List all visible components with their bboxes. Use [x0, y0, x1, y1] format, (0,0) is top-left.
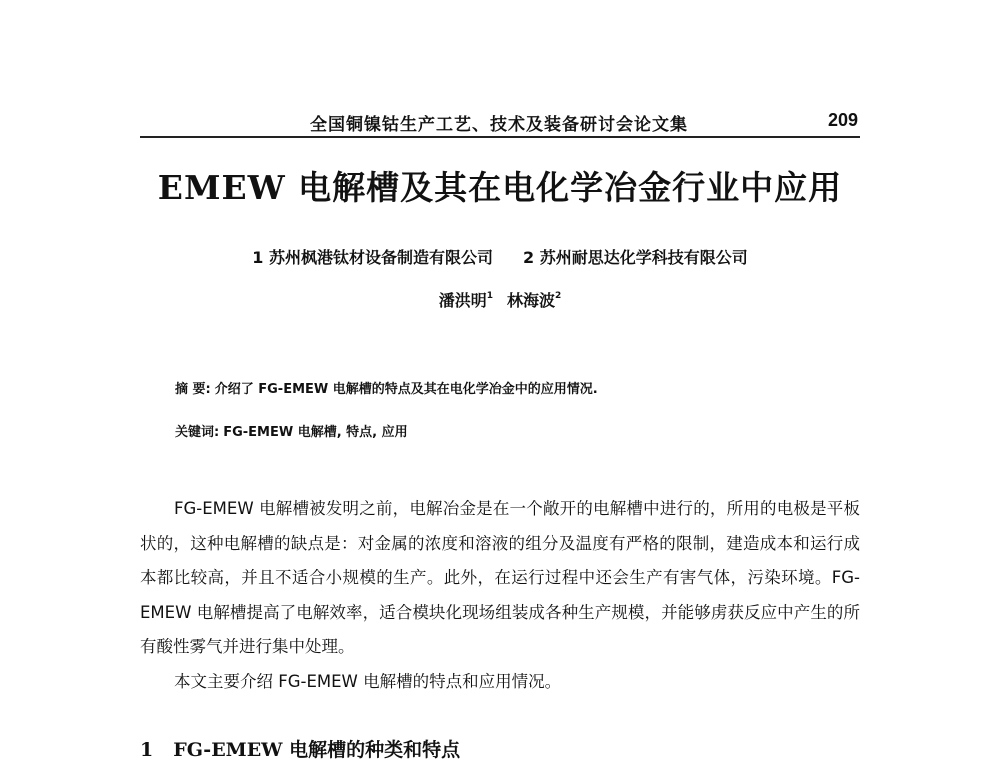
author-mark-2: 2 [555, 291, 562, 301]
authors [0, 288, 1000, 311]
section-heading [140, 735, 460, 762]
section-number: 1 [140, 739, 154, 761]
author-name-2: 林海波 [507, 291, 556, 310]
affiliations [0, 245, 1000, 268]
page-number: 209 [827, 110, 858, 130]
paper-title: EMEW 电解槽及其在电化学冶金行业中应用 [157, 168, 843, 207]
body-text [140, 492, 860, 700]
keywords [175, 421, 408, 440]
keywords-label: 关键词: [175, 425, 220, 440]
running-header [140, 108, 860, 138]
affiliation-1: 1 苏州枫港钛材设备制造有限公司 [252, 248, 493, 267]
abstract-label: 摘 要: [175, 382, 211, 397]
running-title: 全国铜镍钴生产工艺、技术及装备研讨会论文集 [310, 115, 688, 135]
author-mark-1: 1 [486, 291, 493, 301]
body-paragraph-1: FG-EMEW 电解槽被发明之前，电解冶金是在一个敞开的电解槽中进行的，所用的电极是平板状的，这种电解槽的缺点是：对金属的浓度和溶液的组分及温度有严格的限制，建造成本和运行成本都比较高，并且不适合小规模的生产。此外，在运行过程中还会生产有害气体，污染环境。FG-EMEW 电解槽提高了电解效率，适合模块化现场组装成各种生产规模，并能够虏获反应中产生的所有酸性雾气并进行集中处理。 [140, 499, 860, 657]
keywords-text: FG-EMEW 电解槽, 特点, 应用 [223, 425, 408, 440]
abstract [175, 378, 598, 397]
section-title: FG-EMEW 电解槽的种类和特点 [173, 739, 461, 761]
author-name-1: 潘洪明 [438, 291, 487, 310]
abstract-text: 介绍了 FG-EMEW 电解槽的特点及其在电化学冶金中的应用情况. [214, 382, 598, 397]
affiliation-2: 2 苏州耐思达化学科技有限公司 [523, 248, 748, 267]
body-paragraph-2: 本文主要介绍 FG-EMEW 电解槽的特点和应用情况。 [174, 671, 562, 691]
